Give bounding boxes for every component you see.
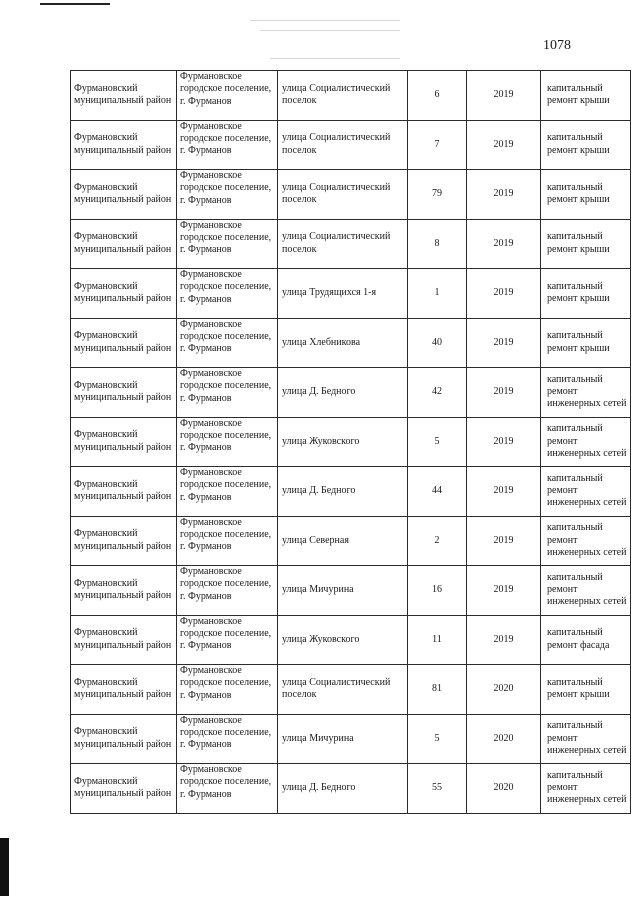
house-number-cell: 79 bbox=[408, 170, 467, 220]
work-type-cell: капитальный ремонт инженерных сетей bbox=[541, 764, 631, 814]
year-cell: 2020 bbox=[467, 665, 541, 715]
street-cell: улица Мичурина bbox=[278, 566, 408, 616]
work-type-cell: капитальный ремонт крыши bbox=[541, 665, 631, 715]
year-cell: 2019 bbox=[467, 269, 541, 319]
street-cell: улица Северная bbox=[278, 516, 408, 566]
settlement-cell: Фурмановское городское поселение, г. Фурманов bbox=[177, 764, 278, 814]
table-row bbox=[71, 71, 631, 121]
district-cell: Фурмановский муниципальный район bbox=[71, 170, 177, 220]
year-cell: 2019 bbox=[467, 566, 541, 616]
settlement-cell: Фурмановское городское поселение, г. Фурманов bbox=[177, 269, 278, 319]
year-cell: 2019 bbox=[467, 120, 541, 170]
work-type-cell: капитальный ремонт крыши bbox=[541, 219, 631, 269]
table-row bbox=[71, 516, 631, 566]
house-number-cell: 42 bbox=[408, 368, 467, 418]
scan-artifact-line bbox=[260, 30, 400, 31]
settlement-cell: Фурмановское городское поселение, г. Фурманов bbox=[177, 615, 278, 665]
street-cell: улица Д. Бедного bbox=[278, 467, 408, 517]
district-cell: Фурмановский муниципальный район bbox=[71, 71, 177, 121]
street-cell: улица Социалистический поселок bbox=[278, 71, 408, 121]
settlement-cell: Фурмановское городское поселение, г. Фурманов bbox=[177, 120, 278, 170]
work-type-cell: капитальный ремонт крыши bbox=[541, 269, 631, 319]
settlement-cell: Фурмановское городское поселение, г. Фурманов bbox=[177, 318, 278, 368]
year-cell: 2020 bbox=[467, 714, 541, 764]
street-cell: улица Д. Бедного bbox=[278, 368, 408, 418]
street-cell: улица Жуковского bbox=[278, 615, 408, 665]
year-cell: 2019 bbox=[467, 516, 541, 566]
work-type-cell: капитальный ремонт крыши bbox=[541, 71, 631, 121]
table-row bbox=[71, 566, 631, 616]
settlement-cell: Фурмановское городское поселение, г. Фурманов bbox=[177, 566, 278, 616]
scan-artifact-line bbox=[270, 58, 400, 59]
district-cell: Фурмановский муниципальный район bbox=[71, 368, 177, 418]
district-cell: Фурмановский муниципальный район bbox=[71, 467, 177, 517]
scan-artifact-line bbox=[250, 20, 400, 21]
district-cell: Фурмановский муниципальный район bbox=[71, 615, 177, 665]
house-number-cell: 16 bbox=[408, 566, 467, 616]
year-cell: 2019 bbox=[467, 219, 541, 269]
house-number-cell: 81 bbox=[408, 665, 467, 715]
street-cell: улица Социалистический поселок bbox=[278, 665, 408, 715]
table-row bbox=[71, 318, 631, 368]
settlement-cell: Фурмановское городское поселение, г. Фурманов bbox=[177, 417, 278, 467]
district-cell: Фурмановский муниципальный район bbox=[71, 566, 177, 616]
table-row bbox=[71, 368, 631, 418]
scan-binding-mark bbox=[0, 838, 9, 896]
house-number-cell: 55 bbox=[408, 764, 467, 814]
table-body bbox=[71, 71, 631, 814]
settlement-cell: Фурмановское городское поселение, г. Фурманов bbox=[177, 71, 278, 121]
district-cell: Фурмановский муниципальный район bbox=[71, 417, 177, 467]
table-row bbox=[71, 219, 631, 269]
table-row bbox=[71, 120, 631, 170]
table-row bbox=[71, 615, 631, 665]
table-row bbox=[71, 269, 631, 319]
street-cell: улица Социалистический поселок bbox=[278, 219, 408, 269]
year-cell: 2019 bbox=[467, 71, 541, 121]
year-cell: 2019 bbox=[467, 170, 541, 220]
house-number-cell: 8 bbox=[408, 219, 467, 269]
table-row bbox=[71, 467, 631, 517]
year-cell: 2020 bbox=[467, 764, 541, 814]
district-cell: Фурмановский муниципальный район bbox=[71, 219, 177, 269]
work-type-cell: капитальный ремонт инженерных сетей bbox=[541, 566, 631, 616]
street-cell: улица Социалистический поселок bbox=[278, 120, 408, 170]
table-row bbox=[71, 170, 631, 220]
district-cell: Фурмановский муниципальный район bbox=[71, 318, 177, 368]
district-cell: Фурмановский муниципальный район bbox=[71, 516, 177, 566]
district-cell: Фурмановский муниципальный район bbox=[71, 120, 177, 170]
district-cell: Фурмановский муниципальный район bbox=[71, 665, 177, 715]
work-type-cell: капитальный ремонт инженерных сетей bbox=[541, 467, 631, 517]
work-type-cell: капитальный ремонт инженерных сетей bbox=[541, 368, 631, 418]
house-number-cell: 5 bbox=[408, 714, 467, 764]
street-cell: улица Хлебникова bbox=[278, 318, 408, 368]
settlement-cell: Фурмановское городское поселение, г. Фурманов bbox=[177, 368, 278, 418]
house-number-cell: 44 bbox=[408, 467, 467, 517]
street-cell: улица Д. Бедного bbox=[278, 764, 408, 814]
settlement-cell: Фурмановское городское поселение, г. Фурманов bbox=[177, 516, 278, 566]
house-number-cell: 40 bbox=[408, 318, 467, 368]
work-type-cell: капитальный ремонт крыши bbox=[541, 120, 631, 170]
work-type-cell: капитальный ремонт инженерных сетей bbox=[541, 714, 631, 764]
settlement-cell: Фурмановское городское поселение, г. Фурманов bbox=[177, 467, 278, 517]
street-cell: улица Мичурина bbox=[278, 714, 408, 764]
house-number-cell: 5 bbox=[408, 417, 467, 467]
house-number-cell: 2 bbox=[408, 516, 467, 566]
table-row bbox=[71, 665, 631, 715]
year-cell: 2019 bbox=[467, 615, 541, 665]
house-number-cell: 11 bbox=[408, 615, 467, 665]
district-cell: Фурмановский муниципальный район bbox=[71, 269, 177, 319]
table-row bbox=[71, 764, 631, 814]
house-number-cell: 1 bbox=[408, 269, 467, 319]
year-cell: 2019 bbox=[467, 417, 541, 467]
work-type-cell: капитальный ремонт инженерных сетей bbox=[541, 417, 631, 467]
street-cell: улица Социалистический поселок bbox=[278, 170, 408, 220]
work-type-cell: капитальный ремонт фасада bbox=[541, 615, 631, 665]
work-type-cell: капитальный ремонт инженерных сетей bbox=[541, 516, 631, 566]
house-number-cell: 7 bbox=[408, 120, 467, 170]
settlement-cell: Фурмановское городское поселение, г. Фурманов bbox=[177, 170, 278, 220]
page-number: 1078 bbox=[543, 38, 571, 53]
work-type-cell: капитальный ремонт крыши bbox=[541, 318, 631, 368]
year-cell: 2019 bbox=[467, 318, 541, 368]
street-cell: улица Жуковского bbox=[278, 417, 408, 467]
settlement-cell: Фурмановское городское поселение, г. Фурманов bbox=[177, 714, 278, 764]
work-type-cell: капитальный ремонт крыши bbox=[541, 170, 631, 220]
street-cell: улица Трудящихся 1-я bbox=[278, 269, 408, 319]
settlement-cell: Фурмановское городское поселение, г. Фурманов bbox=[177, 219, 278, 269]
settlement-cell: Фурмановское городское поселение, г. Фурманов bbox=[177, 665, 278, 715]
top-rule bbox=[40, 3, 110, 5]
table-row bbox=[71, 714, 631, 764]
district-cell: Фурмановский муниципальный район bbox=[71, 764, 177, 814]
table-row bbox=[71, 417, 631, 467]
district-cell: Фурмановский муниципальный район bbox=[71, 714, 177, 764]
year-cell: 2019 bbox=[467, 467, 541, 517]
house-number-cell: 6 bbox=[408, 71, 467, 121]
year-cell: 2019 bbox=[467, 368, 541, 418]
repair-registry-table bbox=[70, 70, 631, 814]
